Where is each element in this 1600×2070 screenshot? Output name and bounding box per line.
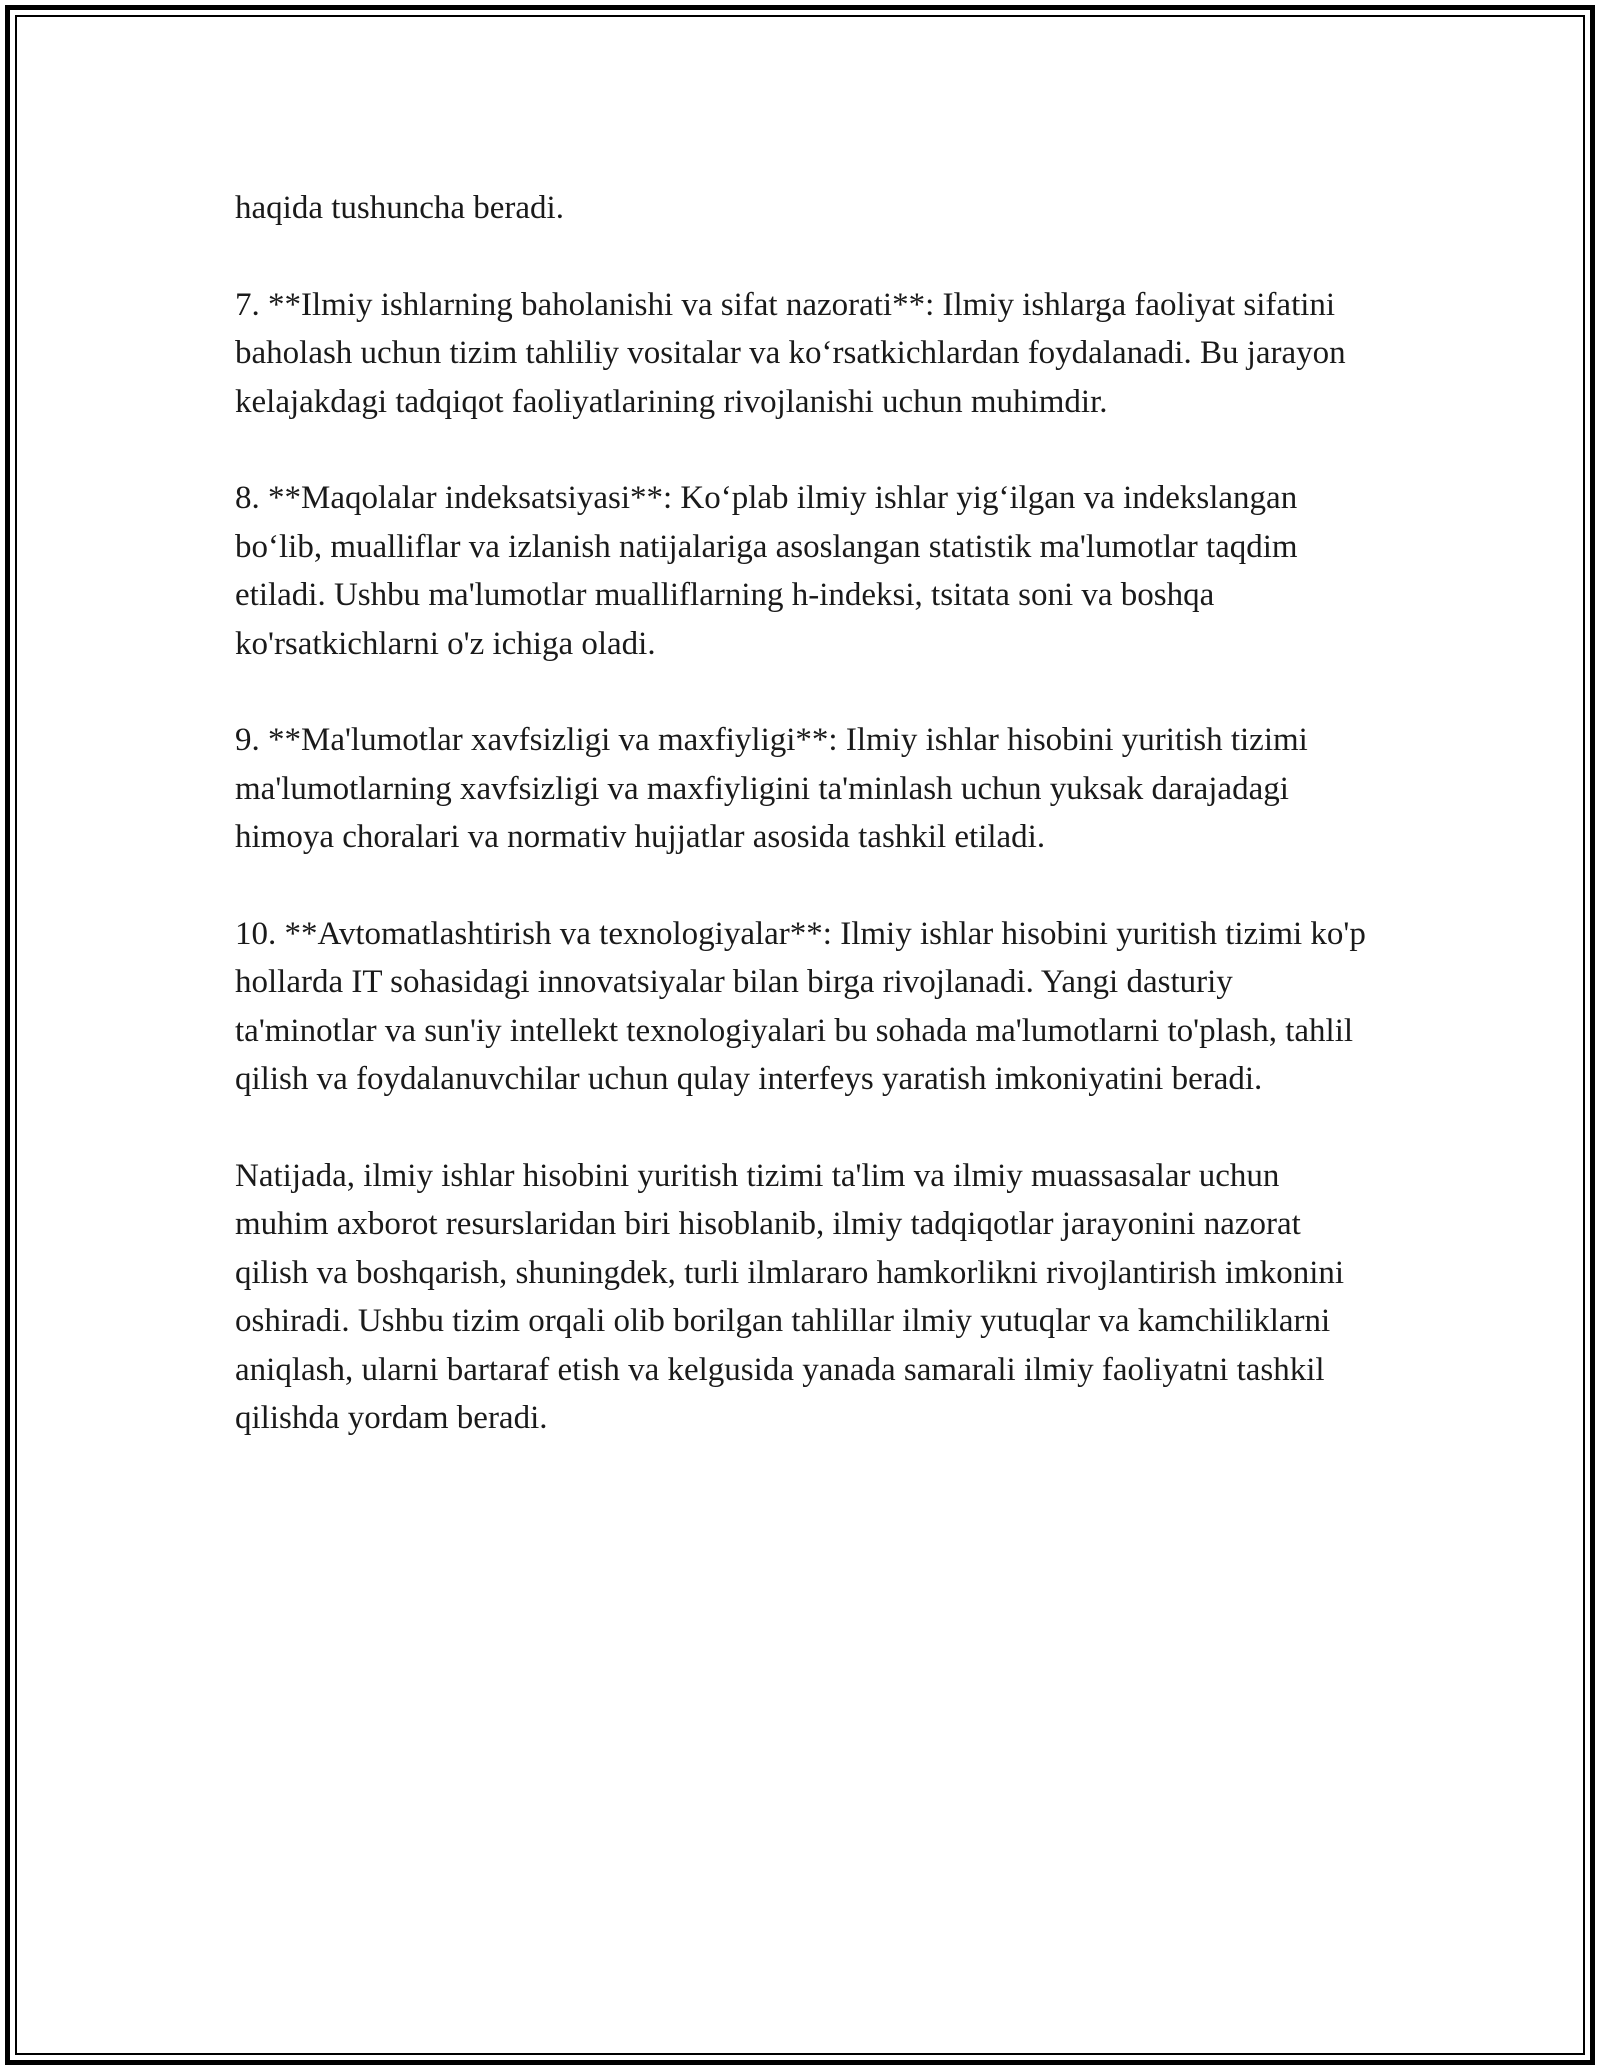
paragraph-item-9: 9. **Ma'lumotlar xavfsizligi va maxfiyligi**: Ilmiy ishlar hisobini yuritish tizimi ma'lumotlarning xavfsizligi va maxfiyligini ta'minlash uchun yuksak darajadagi himoya choralari va normativ hujjatlar asosida tashkil etiladi. [235, 722, 1308, 856]
paragraph-item-10: 10. **Avtomatlashtirish va texnologiyalar**: Ilmiy ishlar hisobini yuritish tizimi ko'p hollarda IT sohasidagi innovatsiyalar bilan birga rivojlanadi. Yangi dasturiy ta'minotlar va sun'iy intellekt texnologiyalari bu sohada ma'lumotlarni to'plash, tahlil qilish va foydalanuvchilar uchun qulay interfeys yaratish imkoniyatini beradi. [235, 916, 1366, 1098]
paragraph-continuation: haqida tushuncha beradi. [235, 190, 564, 226]
paragraph-item-7: 7. **Ilmiy ishlarning baholanishi va sifat nazorati**: Ilmiy ishlarga faoliyat sifatini baholash uchun tizim tahliliy vositalar va ko‘rsatkichlardan foydalanadi. Bu jarayon kelajakdagi tadqiqot faoliyatlarining rivojlanishi uchun muhimdir. [235, 286, 1346, 420]
paragraph-conclusion: Natijada, ilmiy ishlar hisobini yuritish tizimi ta'lim va ilmiy muassasalar uchun muhim axborot resurslaridan biri hisoblanib, ilmiy tadqiqotlar jarayonini nazorat qilish va boshqarish, shuningdek, turli ilmlararo hamkorlikni rivojlantirish imkonini oshiradi. Ushbu tizim orqali olib borilgan tahlillar ilmiy yutuqlar va kamchiliklarni aniqlash, ularni bartaraf etish va kelgusida yanada samarali ilmiy faoliyatni tashkil qilishda yordam beradi. [235, 1158, 1345, 1437]
document-body [235, 184, 1375, 1491]
paragraph-item-8: 8. **Maqolalar indeksatsiyasi**: Ko‘plab ilmiy ishlar yig‘ilgan va indekslangan bo‘lib, mualliflar va izlanish natijalariga asoslangan statistik ma'lumotlar taqdim etiladi. Ushbu ma'lumotlar mualliflarning h-indeksi, tsitata soni va boshqa ko'rsatkichlarni o'z ichiga oladi. [235, 480, 1298, 662]
